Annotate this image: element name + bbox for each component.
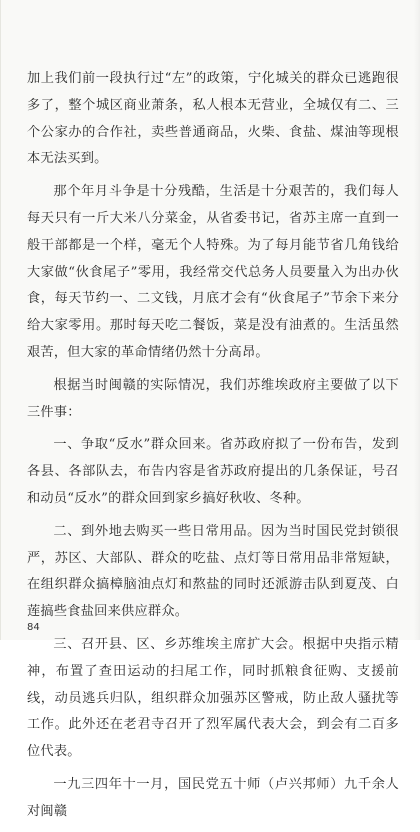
page-edge [414, 0, 420, 640]
paragraph-7: 一九三四年十一月，国民党五十师（卢兴邦师）九千余人对闽赣 [27, 776, 399, 819]
paragraph-1: 加上我们前一段执行过“左”的政策，宁化城关的群众已逃跑很多了，整个城区商业萧条，私人根本无营业，全城仅有二、三个公家办的合作社，卖些普通商品，火柴、食盐、煤油等现根本无法买到。 [27, 71, 399, 167]
paragraph-2: 那个年月斗争是十分残酷，生活是十分艰苦的，我们每人每天只有一斤大米八分菜金，从省委书记，省苏主席一直到一般干部都是一个样，毫无个人特殊。为了每月能节省几角钱给大家做“伙食尾子”零用，我经常交代总务人员要量入为出办伙食，每天节约一、二文钱，月底才会有“伙食尾子”节余下来分给大家零用。那时每天吃二餐饭，菜是没有油煮的。生活虽然艰苦，但大家的革命情绪仍然十分高昂。 [27, 184, 399, 360]
body-text [27, 66, 399, 832]
paragraph-5: 二、到外地去购买一些日常用品。因为当时国民党封锁很严，苏区、大部队、群众的吃盐、点灯等日常用品非常短缺，在组织群众搞樟脑油点灯和熬盐的同时还派游击队到夏茂、白莲搞些食盐回来供应群众。 [27, 523, 399, 620]
page-number: 84 [27, 622, 40, 633]
paragraph-6: 三、召开县、区、乡苏维埃主席扩大会。根据中央指示精神，布置了查田运动的扫尾工作，同时抓粮食征购、支援前线，动员逃兵归队，组织群众加强苏区警戒，防止敌人骚扰等工作。此外还在老君寺召开了烈军属代表大会，到会有二百多位代表。 [27, 636, 399, 760]
paragraph-3: 根据当时闽赣的实际情况，我们苏维埃政府主要做了以下三件事： [27, 377, 399, 420]
paragraph-4: 一、争取“反水”群众回来。省苏政府拟了一份布告，发到各县、各部队去，布告内容是省苏政府提出的几条保证，号召和动员“反水”的群众回到家乡搞好秋收、冬种。 [27, 437, 399, 506]
